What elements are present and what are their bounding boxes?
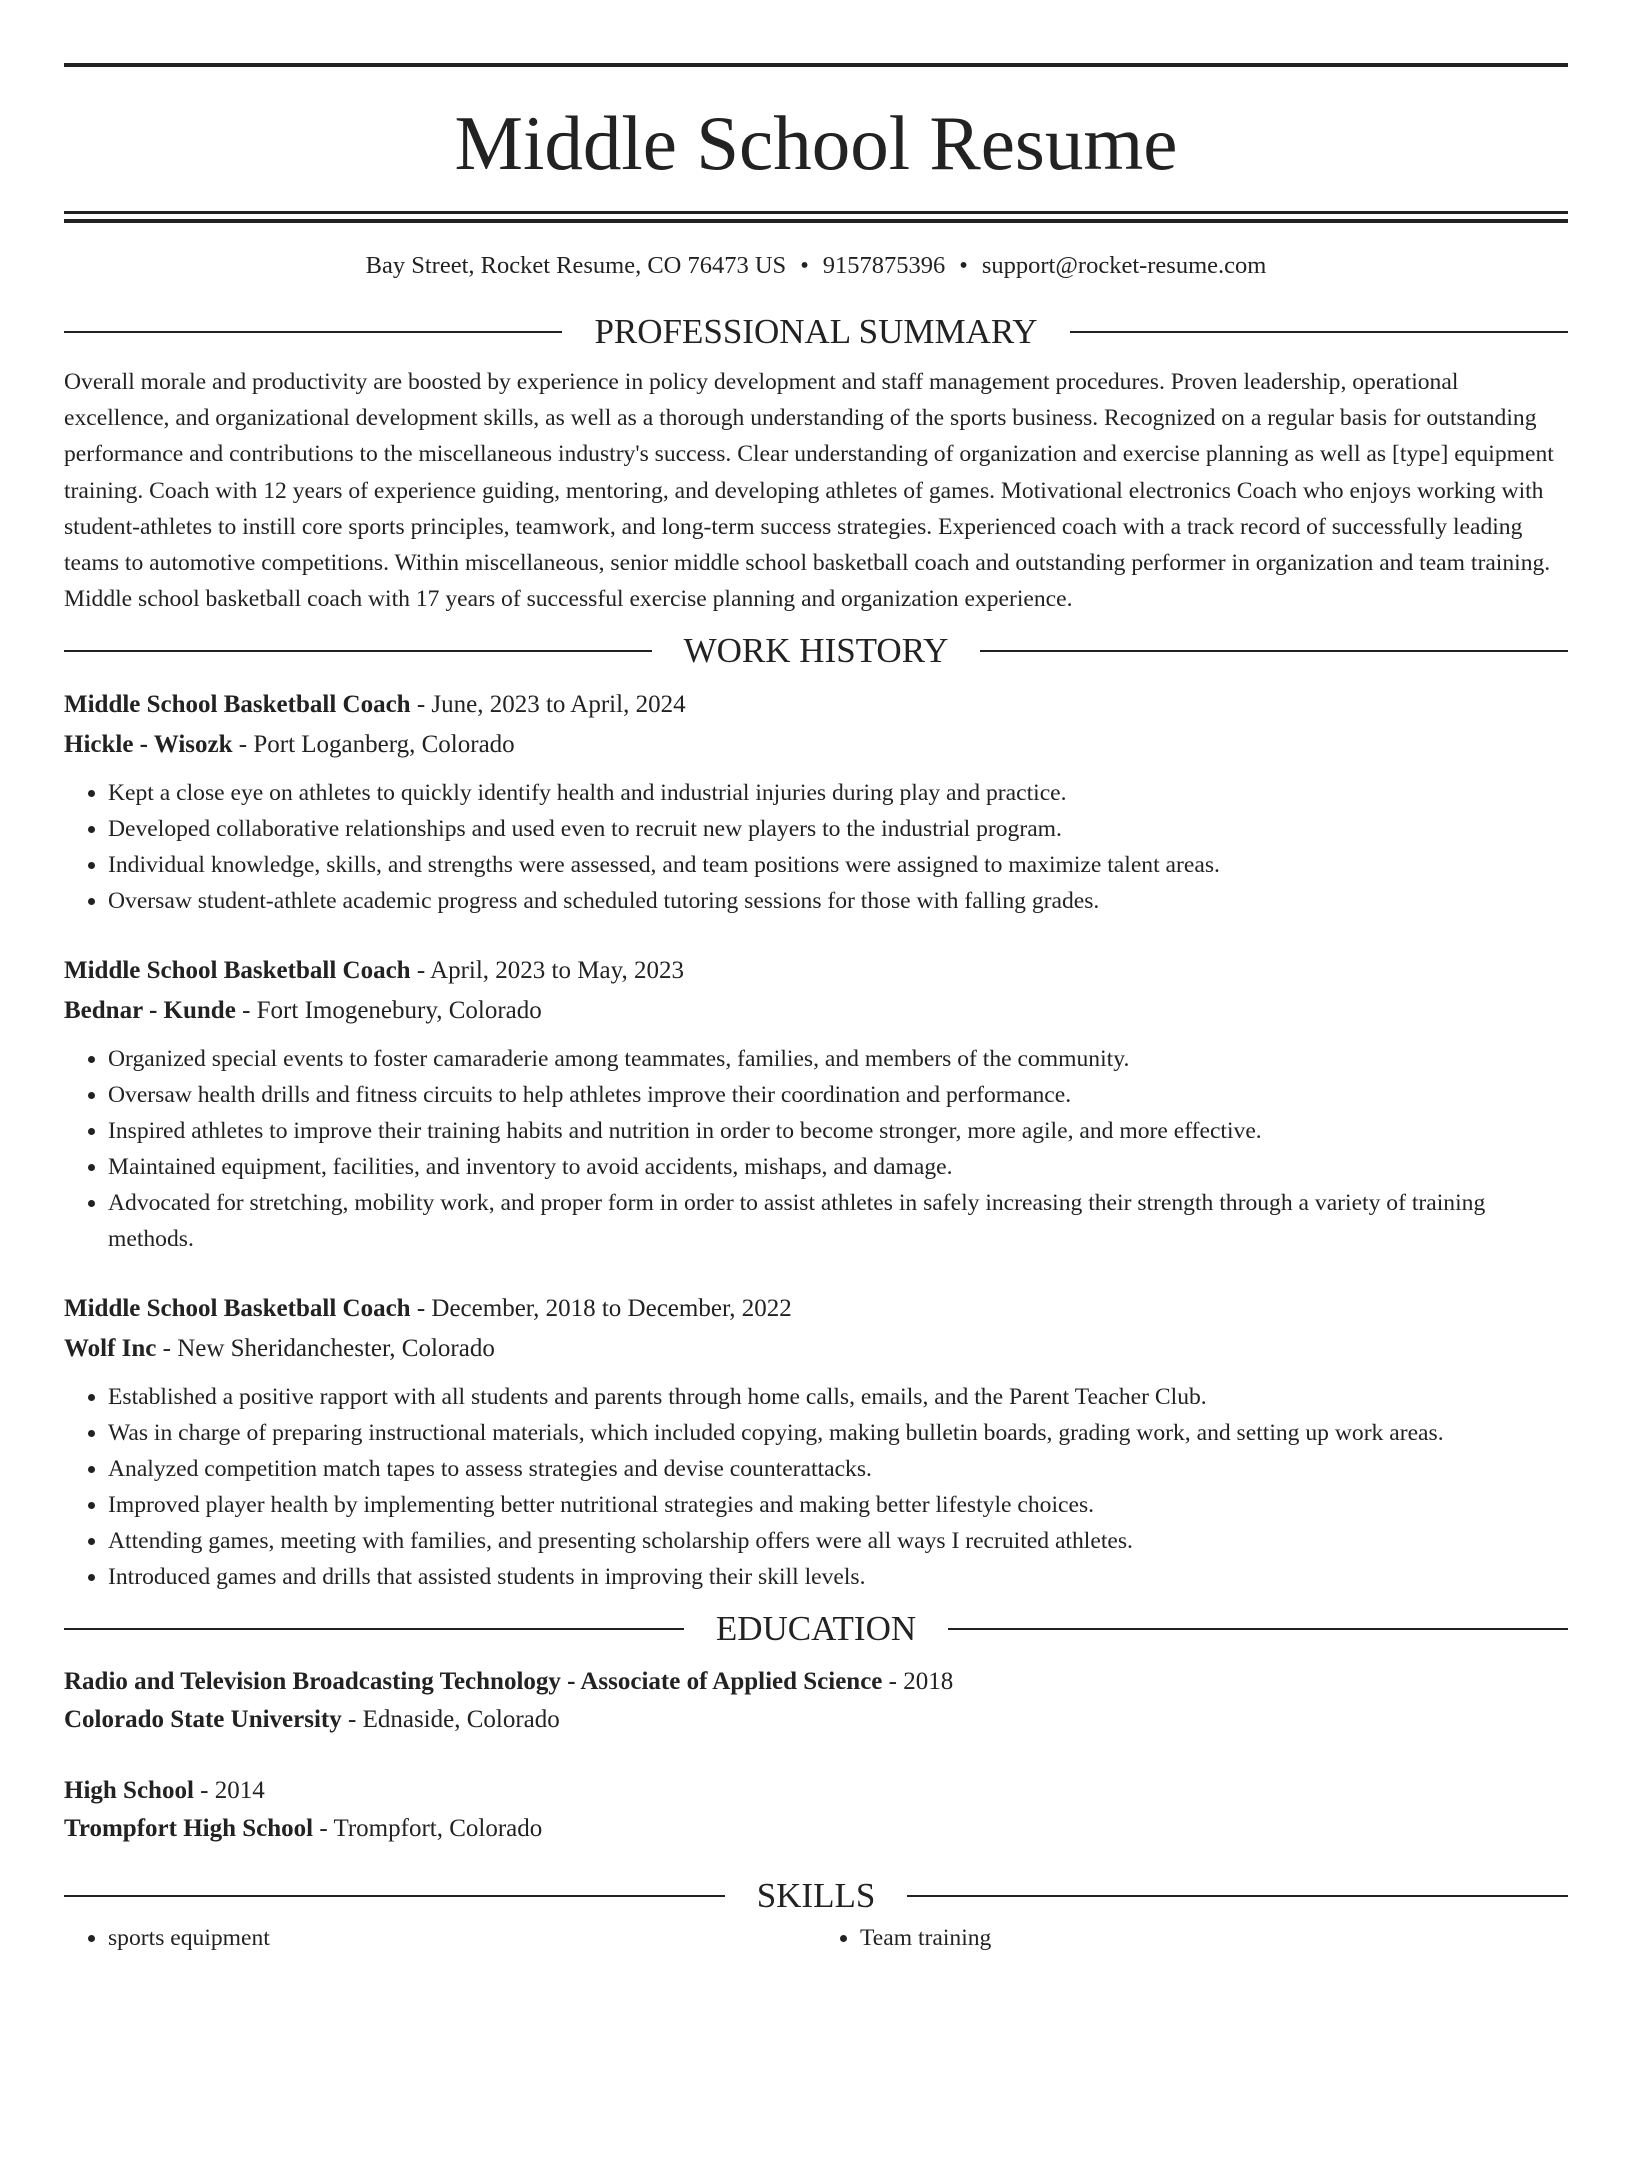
contact-separator: • [959, 252, 968, 279]
job-company: Wolf Inc [64, 1335, 157, 1363]
education-entry [64, 1663, 1568, 1739]
education-year: - 2014 [193, 1777, 265, 1805]
education-year: - 2018 [882, 1668, 954, 1696]
education-school: Trompfort High School [64, 1815, 314, 1843]
job-dates: - December, 2018 to December, 2022 [410, 1295, 792, 1323]
skills-heading-label: SKILLS [756, 1876, 876, 1916]
heading-rule [980, 650, 1568, 652]
resume-page [0, 63, 1632, 2175]
job-title-line [64, 951, 1568, 991]
job-entry [64, 951, 1568, 1257]
education-entry [64, 1772, 1568, 1848]
education-school-line [64, 1810, 1568, 1848]
summary-heading-label: PROFESSIONAL SUMMARY [594, 312, 1038, 351]
job-company-line [64, 725, 1568, 765]
education-location: - Trompfort, Colorado [313, 1815, 543, 1843]
list-item: • Attending games, meeting with families, and presenting scholarship offers were all ways I recruited athletes. [108, 1523, 1568, 1559]
heading-rule [64, 331, 562, 333]
heading-rule [64, 1628, 684, 1630]
job-bullets [64, 1041, 1568, 1257]
list-item: • Individual knowledge, skills, and strengths were assessed, and team positions were assigned to maximize talent areas. [108, 847, 1568, 883]
job-title-line [64, 1289, 1568, 1329]
resume-title: Middle School Resume [454, 100, 1178, 186]
job-company-line [64, 991, 1568, 1031]
heading-rule [907, 1895, 1568, 1897]
list-item: • Established a positive rapport with all students and parents through home calls, emails, and the Parent Teacher Club. [108, 1379, 1568, 1415]
summary-heading [64, 312, 1568, 352]
job-dates: - June, 2023 to April, 2024 [410, 691, 686, 719]
contact-phone: 9157875396 [822, 252, 946, 279]
list-item: • Introduced games and drills that assisted students in improving their skill levels. [108, 1559, 1568, 1595]
list-item: • Kept a close eye on athletes to quickly identify health and industrial injuries during play and practice. [108, 775, 1568, 811]
job-location: - Fort Imogenebury, Colorado [235, 997, 542, 1025]
list-item: • Improved player health by implementing better nutritional strategies and making better lifestyle choices. [108, 1487, 1568, 1523]
work-heading [64, 631, 1568, 671]
job-company-line [64, 1329, 1568, 1369]
contact-separator: • [800, 252, 809, 279]
education-heading-label: EDUCATION [715, 1609, 917, 1649]
education-degree: Radio and Television Broadcasting Technology - Associate of Applied Science [64, 1668, 883, 1696]
title-double-rule [64, 211, 1568, 223]
list-item: • Was in charge of preparing instructional materials, which included copying, making bulletin boards, grading work, and setting up work areas. [108, 1415, 1568, 1451]
job-title-line [64, 685, 1568, 725]
job-company: Hickle - Wisozk [64, 731, 233, 759]
education-degree-line [64, 1663, 1568, 1701]
job-company: Bednar - Kunde [64, 997, 236, 1025]
education-location: - Ednaside, Colorado [341, 1706, 560, 1734]
list-item: • Advocated for stretching, mobility work, and proper form in order to assist athletes in safely increasing their strength through a variety of training methods. [108, 1185, 1568, 1257]
heading-rule [64, 650, 652, 652]
job-entry [64, 685, 1568, 919]
education-degree-line [64, 1772, 1568, 1810]
job-dates: - April, 2023 to May, 2023 [410, 957, 684, 985]
list-item: • Developed collaborative relationships and used even to recruit new players to the industrial program. [108, 811, 1568, 847]
heading-rule [1070, 331, 1568, 333]
top-rule [64, 63, 1568, 67]
job-bullets [64, 1379, 1568, 1595]
skills-column-left [64, 1920, 816, 1956]
skills-column-right [816, 1920, 1568, 1956]
job-location: - New Sheridanchester, Colorado [156, 1335, 495, 1363]
contact-line [64, 251, 1568, 281]
education-degree: High School [64, 1777, 194, 1805]
skill-item: • Team training [860, 1920, 1568, 1956]
job-title: Middle School Basketball Coach [64, 1295, 411, 1323]
list-item: • Maintained equipment, facilities, and inventory to avoid accidents, mishaps, and damage. [108, 1149, 1568, 1185]
list-item: • Analyzed competition match tapes to assess strategies and devise counterattacks. [108, 1451, 1568, 1487]
list-item: • Inspired athletes to improve their training habits and nutrition in order to become stronger, more agile, and more effective. [108, 1113, 1568, 1149]
list-item: • Oversaw student-athlete academic progress and scheduled tutoring sessions for those with falling grades. [108, 883, 1568, 919]
education-heading [64, 1609, 1568, 1649]
skills-list [64, 1920, 1568, 1956]
heading-rule [948, 1628, 1568, 1630]
list-item: • Organized special events to foster camaraderie among teammates, families, and members of the community. [108, 1041, 1568, 1077]
heading-rule [64, 1895, 725, 1897]
summary-text: Overall morale and productivity are boosted by experience in policy development and staff management procedures. Proven leadership, operational excellence, and organizational development skills, as well as a thorough understanding of the sports business. Recognized on a regular basis for outstanding performance and contributions to the miscellaneous industry's success. Clear understanding of organization and exercise planning as well as [type] equipment training. Coach with 12 years of experience guiding, mentoring, and developing athletes of games. Motivational electronics Coach who enjoys working with student-athletes to instill core sports principles, teamwork, and long-term success strategies. Experienced coach with a track record of successfully leading teams to automotive competitions. Within miscellaneous, senior middle school basketball coach and outstanding performer in organization and team training. Middle school basketball coach with 17 years of successful exercise planning and organization experience. [64, 369, 1554, 613]
job-bullets [64, 775, 1568, 919]
job-title: Middle School Basketball Coach [64, 691, 411, 719]
job-location: - Port Loganberg, Colorado [232, 731, 515, 759]
list-item: • Oversaw health drills and fitness circuits to help athletes improve their coordination and performance. [108, 1077, 1568, 1113]
job-entry [64, 1289, 1568, 1595]
contact-address: Bay Street, Rocket Resume, CO 76473 US [365, 252, 787, 279]
education-school: Colorado State University [64, 1706, 342, 1734]
job-title: Middle School Basketball Coach [64, 957, 411, 985]
skills-heading [64, 1876, 1568, 1916]
education-school-line [64, 1701, 1568, 1739]
contact-email: support@rocket-resume.com [981, 252, 1267, 279]
work-heading-label: WORK HISTORY [683, 631, 949, 671]
skill-item: • sports equipment [108, 1920, 816, 1956]
